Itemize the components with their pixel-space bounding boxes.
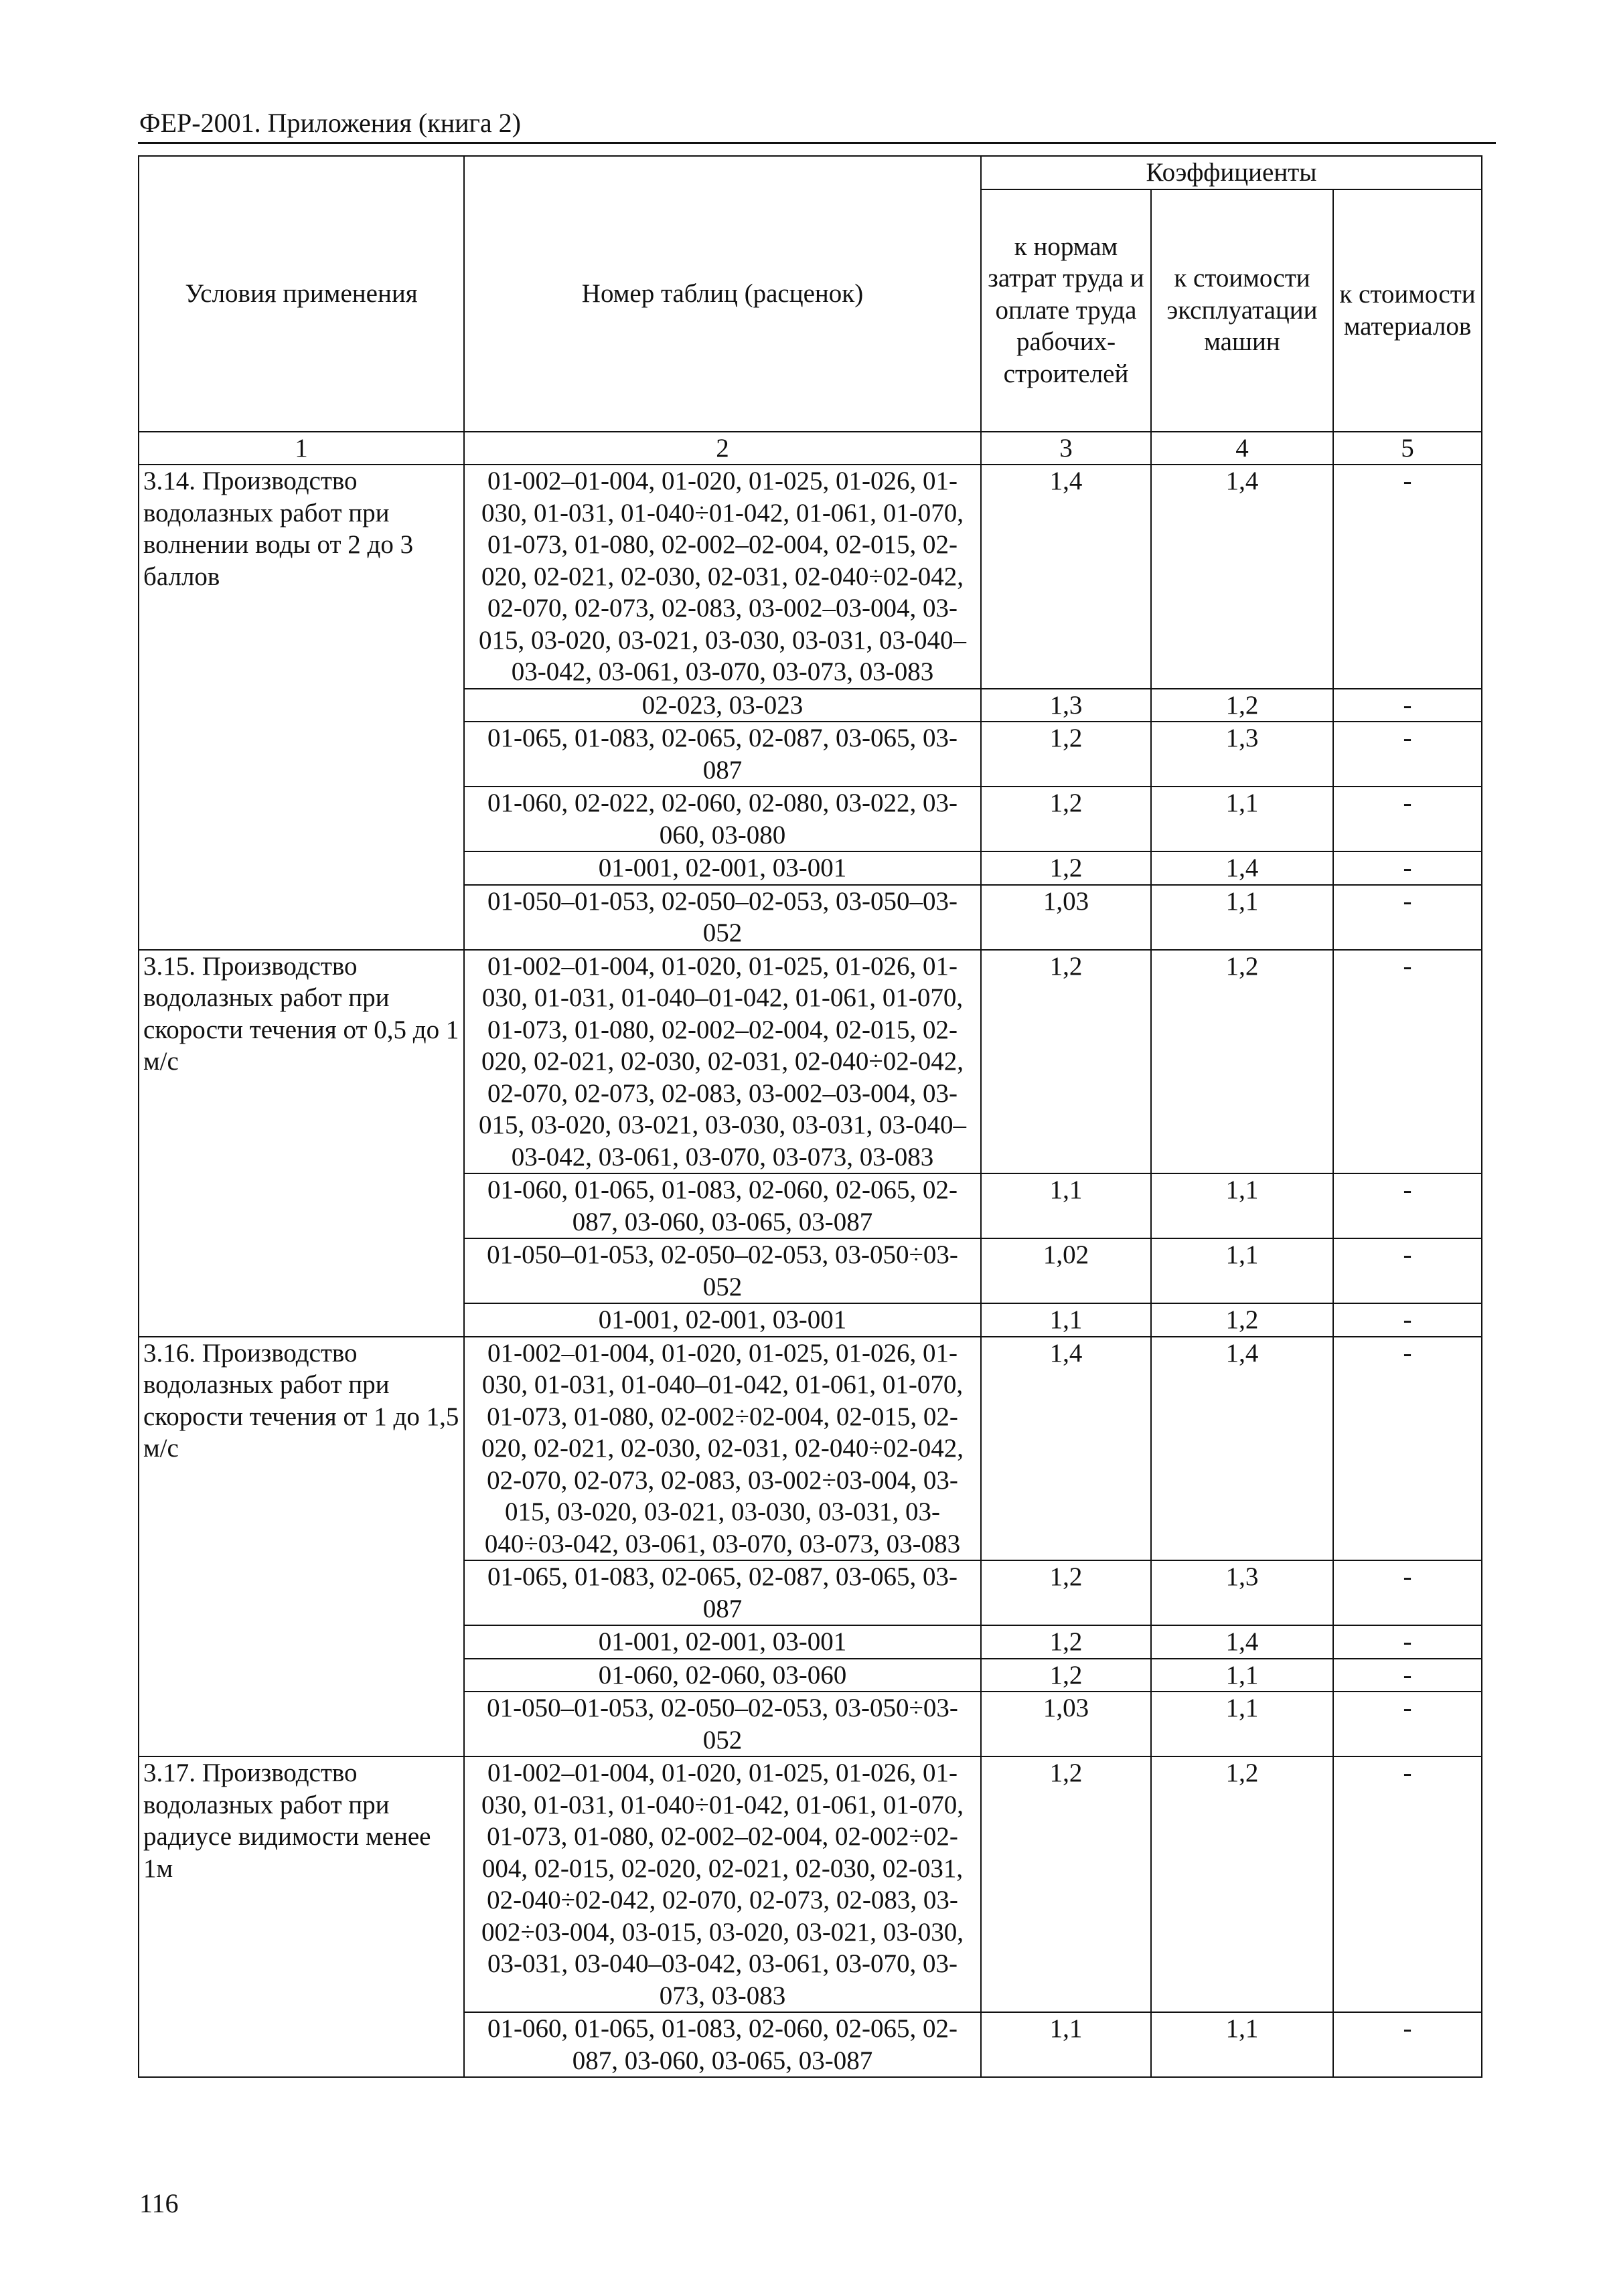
materials-coefficient-cell: -: [1333, 689, 1482, 722]
column-number: 2: [464, 432, 981, 465]
header-rule: [138, 142, 1496, 144]
materials-coefficient-cell: -: [1333, 1173, 1482, 1238]
header-table-numbers: Номер таблиц (расценок): [464, 156, 981, 432]
labor-coefficient-cell: 1,4: [981, 465, 1151, 689]
machines-coefficient-cell: 1,4: [1151, 465, 1333, 689]
materials-coefficient-cell: -: [1333, 2012, 1482, 2077]
table-numbers-cell: 01-060, 02-022, 02-060, 02-080, 03-022, 03-060, 03-080: [464, 787, 981, 851]
labor-coefficient-cell: 1,1: [981, 2012, 1151, 2077]
labor-coefficient-cell: 1,02: [981, 1238, 1151, 1303]
table-numbers-cell: 01-050–01-053, 02-050–02-053, 03-050–03-052: [464, 885, 981, 950]
condition-cell: 3.17. Производство водолазных работ при радиусе видимости менее 1м: [139, 1756, 464, 2077]
table-numbers-cell: 01-002–01-004, 01-020, 01-025, 01-026, 01-030, 01-031, 01-040–01-042, 01-061, 01-070, 01-073, 01-080, 02-002–02-004, 02-015, 02-020, 02-021, 02-030, 02-031, 02-040÷02-042, 02-070, 02-073, 02-083, 03-002–03-004, 03-015, 03-020, 03-021, 03-030, 03-031, 03-040–03-042, 03-061, 03-070, 03-073, 03-083: [464, 950, 981, 1174]
materials-coefficient-cell: -: [1333, 885, 1482, 950]
materials-coefficient-cell: -: [1333, 1560, 1482, 1625]
machines-coefficient-cell: 1,2: [1151, 950, 1333, 1174]
table-numbers-cell: 01-002–01-004, 01-020, 01-025, 01-026, 01-030, 01-031, 01-040–01-042, 01-061, 01-070, 01-073, 01-080, 02-002÷02-004, 02-015, 02-020, 02-021, 02-030, 02-031, 02-040÷02-042, 02-070, 02-073, 02-083, 03-002÷03-004, 03-015, 03-020, 03-021, 03-030, 03-031, 03-040÷03-042, 03-061, 03-070, 03-073, 03-083: [464, 1337, 981, 1561]
materials-coefficient-cell: -: [1333, 1659, 1482, 1692]
header-coefficients-group: Коэффициенты: [981, 156, 1482, 189]
materials-coefficient-cell: -: [1333, 1337, 1482, 1561]
machines-coefficient-cell: 1,1: [1151, 1173, 1333, 1238]
table-numbers-cell: 01-065, 01-083, 02-065, 02-087, 03-065, 03-087: [464, 1560, 981, 1625]
table-numbers-cell: 01-001, 02-001, 03-001: [464, 1303, 981, 1337]
labor-coefficient-cell: 1,2: [981, 1625, 1151, 1659]
machines-coefficient-cell: 1,1: [1151, 1238, 1333, 1303]
coefficients-table: [138, 155, 1482, 2078]
labor-coefficient-cell: 1,1: [981, 1173, 1151, 1238]
machines-coefficient-cell: 1,1: [1151, 2012, 1333, 2077]
labor-coefficient-cell: 1,2: [981, 787, 1151, 851]
labor-coefficient-cell: 1,2: [981, 1756, 1151, 2012]
labor-coefficient-cell: 1,2: [981, 722, 1151, 787]
machines-coefficient-cell: 1,3: [1151, 722, 1333, 787]
table-numbers-cell: 01-060, 02-060, 03-060: [464, 1659, 981, 1692]
column-number: 5: [1333, 432, 1482, 465]
materials-coefficient-cell: -: [1333, 465, 1482, 689]
table-row: [139, 950, 1482, 1174]
materials-coefficient-cell: -: [1333, 1238, 1482, 1303]
table-row: [139, 465, 1482, 689]
labor-coefficient-cell: 1,03: [981, 885, 1151, 950]
machines-coefficient-cell: 1,2: [1151, 689, 1333, 722]
condition-cell: 3.14. Производство водолазных работ при волнении воды от 2 до 3 баллов: [139, 465, 464, 950]
table-numbers-cell: 01-060, 01-065, 01-083, 02-060, 02-065, 02-087, 03-060, 03-065, 03-087: [464, 1173, 981, 1238]
labor-coefficient-cell: 1,4: [981, 1337, 1151, 1561]
labor-coefficient-cell: 1,2: [981, 851, 1151, 885]
materials-coefficient-cell: -: [1333, 851, 1482, 885]
machines-coefficient-cell: 1,1: [1151, 1692, 1333, 1756]
header-materials: к стоимости материалов: [1333, 189, 1482, 432]
materials-coefficient-cell: -: [1333, 787, 1482, 851]
materials-coefficient-cell: -: [1333, 1303, 1482, 1337]
labor-coefficient-cell: 1,03: [981, 1692, 1151, 1756]
column-number: 4: [1151, 432, 1333, 465]
header-labor: к нормам затрат труда и оплате труда рабочих-строителей: [981, 189, 1151, 432]
labor-coefficient-cell: 1,2: [981, 950, 1151, 1174]
machines-coefficient-cell: 1,1: [1151, 787, 1333, 851]
column-number: 1: [139, 432, 464, 465]
machines-coefficient-cell: 1,4: [1151, 1337, 1333, 1561]
header-row-group: [139, 156, 1482, 189]
materials-coefficient-cell: -: [1333, 1625, 1482, 1659]
header-conditions: Условия применения: [139, 156, 464, 432]
machines-coefficient-cell: 1,4: [1151, 1625, 1333, 1659]
table-body: [139, 156, 1482, 2077]
machines-coefficient-cell: 1,4: [1151, 851, 1333, 885]
table-row: [139, 1756, 1482, 2012]
labor-coefficient-cell: 1,2: [981, 1659, 1151, 1692]
table-numbers-cell: 02-023, 03-023: [464, 689, 981, 722]
page-number: 116: [139, 2188, 179, 2218]
table-numbers-cell: 01-050–01-053, 02-050–02-053, 03-050÷03-052: [464, 1692, 981, 1756]
header-machines: к стоимости эксплуатации машин: [1151, 189, 1333, 432]
machines-coefficient-cell: 1,3: [1151, 1560, 1333, 1625]
condition-cell: 3.15. Производство водолазных работ при скорости течения от 0,5 до 1 м/с: [139, 950, 464, 1337]
materials-coefficient-cell: -: [1333, 1756, 1482, 2012]
machines-coefficient-cell: 1,1: [1151, 1659, 1333, 1692]
labor-coefficient-cell: 1,1: [981, 1303, 1151, 1337]
machines-coefficient-cell: 1,1: [1151, 885, 1333, 950]
materials-coefficient-cell: -: [1333, 722, 1482, 787]
table-numbers-cell: 01-050–01-053, 02-050–02-053, 03-050÷03-052: [464, 1238, 981, 1303]
table-numbers-cell: 01-060, 01-065, 01-083, 02-060, 02-065, 02-087, 03-060, 03-065, 03-087: [464, 2012, 981, 2077]
table-row: [139, 1337, 1482, 1561]
labor-coefficient-cell: 1,2: [981, 1560, 1151, 1625]
table-numbers-cell: 01-001, 02-001, 03-001: [464, 1625, 981, 1659]
machines-coefficient-cell: 1,2: [1151, 1303, 1333, 1337]
condition-cell: 3.16. Производство водолазных работ при скорости течения от 1 до 1,5 м/с: [139, 1337, 464, 1757]
materials-coefficient-cell: -: [1333, 950, 1482, 1174]
table-numbers-cell: 01-002–01-004, 01-020, 01-025, 01-026, 01-030, 01-031, 01-040÷01-042, 01-061, 01-070, 01-073, 01-080, 02-002–02-004, 02-002÷02-004, 02-015, 02-020, 02-021, 02-030, 02-031, 02-040÷02-042, 02-070, 02-073, 02-083, 03-002÷03-004, 03-015, 03-020, 03-021, 03-030, 03-031, 03-040–03-042, 03-061, 03-070, 03-073, 03-083: [464, 1756, 981, 2012]
table-numbers-cell: 01-065, 01-083, 02-065, 02-087, 03-065, 03-087: [464, 722, 981, 787]
running-head: ФЕР-2001. Приложения (книга 2): [139, 108, 521, 138]
table-numbers-cell: 01-001, 02-001, 03-001: [464, 851, 981, 885]
table-numbers-cell: 01-002–01-004, 01-020, 01-025, 01-026, 01-030, 01-031, 01-040÷01-042, 01-061, 01-070, 01-073, 01-080, 02-002–02-004, 02-015, 02-020, 02-021, 02-030, 02-031, 02-040÷02-042, 02-070, 02-073, 02-083, 03-002–03-004, 03-015, 03-020, 03-021, 03-030, 03-031, 03-040–03-042, 03-061, 03-070, 03-073, 03-083: [464, 465, 981, 689]
column-number: 3: [981, 432, 1151, 465]
materials-coefficient-cell: -: [1333, 1692, 1482, 1756]
column-numbers-row: [139, 432, 1482, 465]
machines-coefficient-cell: 1,2: [1151, 1756, 1333, 2012]
labor-coefficient-cell: 1,3: [981, 689, 1151, 722]
